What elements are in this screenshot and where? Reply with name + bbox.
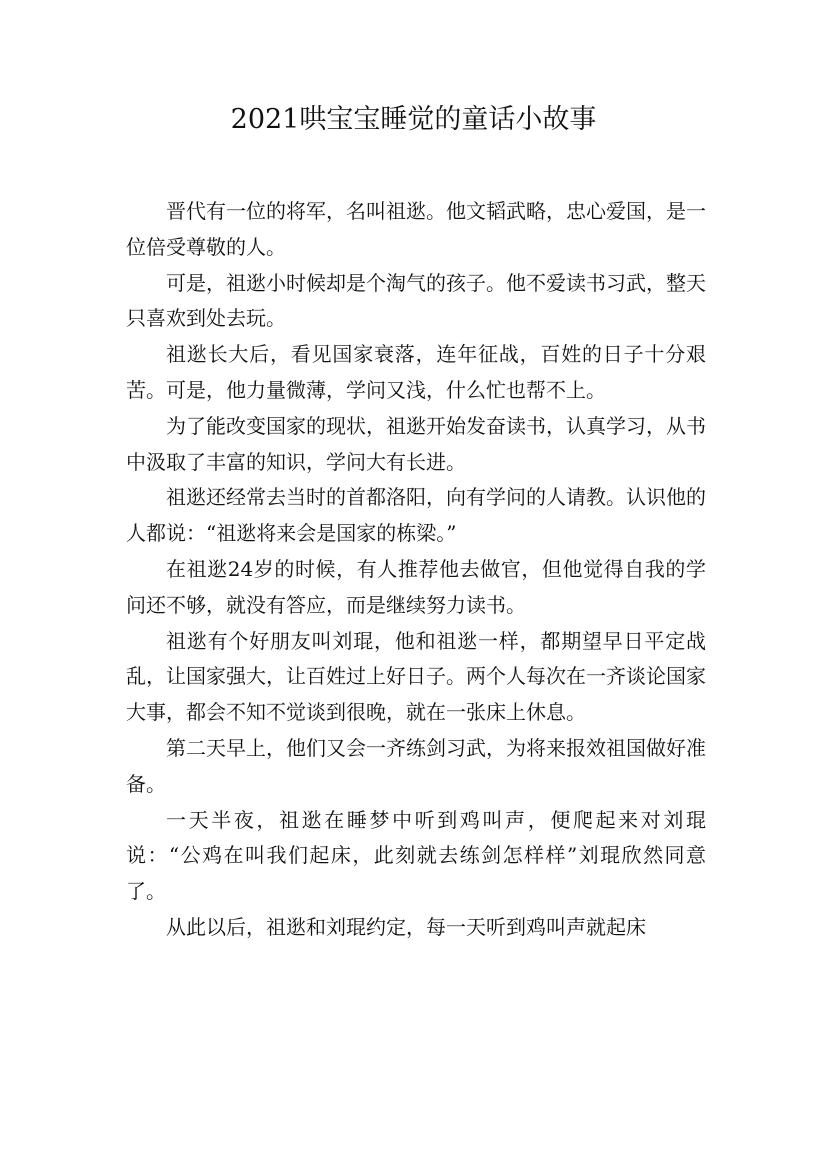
paragraph: 第二天早上，他们又会一齐练剑习武，为将来报效祖国做好准备。	[126, 735, 706, 796]
paragraph: 祖逖还经常去当时的首都洛阳，向有学问的人请教。认识他的人都说：“祖逖将来会是国家的栋梁。”	[126, 485, 706, 546]
paragraph: 为了能改变国家的现状，祖逖开始发奋读书，认真学习，从书中汲取了丰富的知识，学问大有长进。	[126, 413, 706, 474]
paragraph: 祖逖有个好朋友叫刘琨，他和祖逖一样，都期望早日平定战乱，让国家强大，让百姓过上好日子。两个人每次在一齐谈论国家大事，都会不知不觉谈到很晚，就在一张床上休息。	[126, 628, 706, 725]
document-body	[126, 194, 706, 946]
paragraph: 从此以后，祖逖和刘琨约定，每一天听到鸡叫声就起床	[166, 914, 646, 939]
paragraph: 晋代有一位的将军，名叫祖逖。他文韬武略，忠心爱国，是一位倍受尊敬的人。	[126, 199, 706, 259]
page-title: 2021哄宝宝睡觉的童话小故事	[230, 104, 597, 135]
paragraph: 在祖逖24岁的时候，有人推荐他去做官，但他觉得自我的学问还不够，就没有答应，而是继续努力读书。	[126, 556, 706, 617]
paragraph: 可是，祖逖小时候却是个淘气的孩子。他不爱读书习武，整天只喜欢到处去玩。	[126, 270, 706, 331]
paragraph: 祖逖长大后，看见国家衰落，连年征战，百姓的日子十分艰苦。可是，他力量微薄，学问又浅，什么忙也帮不上。	[126, 342, 706, 402]
paragraph: 一天半夜，祖逖在睡梦中听到鸡叫声，便爬起来对刘琨说：“公鸡在叫我们起床，此刻就去练剑怎样样”刘琨欣然同意了。	[126, 807, 706, 904]
